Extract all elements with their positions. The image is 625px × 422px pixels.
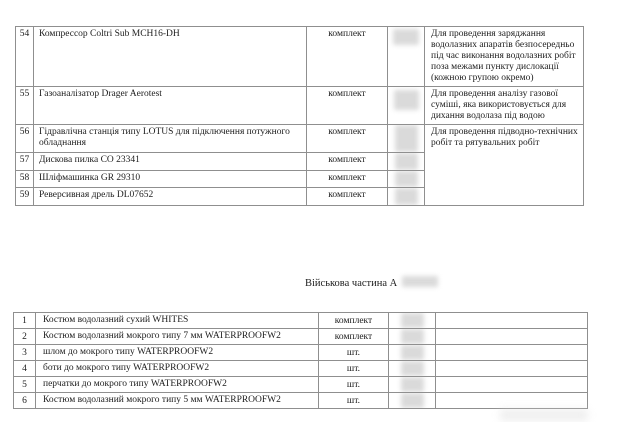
redacted-value bbox=[394, 90, 419, 110]
row-number-cell: 55 bbox=[16, 87, 34, 125]
unit-cell: шт. bbox=[319, 361, 389, 377]
note-cell bbox=[436, 329, 588, 345]
unit-cell: комплект bbox=[319, 313, 389, 329]
unit-cell: шт. bbox=[319, 393, 389, 409]
item-name-cell: перчатки до мокрого типу WATERPROOFW2 bbox=[36, 377, 319, 393]
unit-cell: комплект bbox=[307, 153, 388, 171]
table-row bbox=[14, 313, 588, 329]
note-cell bbox=[436, 345, 588, 361]
unit-cell: шт. bbox=[319, 345, 389, 361]
item-name-cell: Шліфмашинка GR 29310 bbox=[34, 171, 307, 188]
redacted-value bbox=[401, 329, 424, 344]
unit-cell: комплект bbox=[307, 171, 388, 188]
row-number-cell: 54 bbox=[16, 27, 34, 87]
row-number-cell: 5 bbox=[14, 377, 36, 393]
redacted-value bbox=[401, 361, 424, 376]
unit-cell: шт. bbox=[319, 377, 389, 393]
item-name-cell: Дискова пилка CO 23341 bbox=[34, 153, 307, 171]
row-number-cell: 3 bbox=[14, 345, 36, 361]
table-row bbox=[14, 377, 588, 393]
note-cell bbox=[436, 361, 588, 377]
item-name-cell: Компрессор Coltri Sub MCH16-DH bbox=[34, 27, 307, 87]
table-row bbox=[16, 27, 584, 87]
quantity-cell bbox=[389, 313, 436, 329]
note-cell bbox=[436, 313, 588, 329]
table-row bbox=[14, 329, 588, 345]
quantity-cell bbox=[389, 329, 436, 345]
item-name-cell: боти до мокрого типу WATERPROOFW2 bbox=[36, 361, 319, 377]
quantity-cell bbox=[388, 153, 425, 171]
table-row bbox=[14, 393, 588, 409]
quantity-cell bbox=[388, 171, 425, 188]
unit-cell: комплект bbox=[307, 188, 388, 206]
item-name-cell: Гідравлічна станція типу LOTUS для підключення потужного обладнання bbox=[34, 125, 307, 153]
item-name-cell: Костюм водолазний мокрого типу 7 мм WATERPROOFW2 bbox=[36, 329, 319, 345]
note-cell bbox=[436, 393, 588, 409]
quantity-cell bbox=[388, 188, 425, 206]
row-number-cell: 2 bbox=[14, 329, 36, 345]
item-name-cell: Реверсивная дрель DL07652 bbox=[34, 188, 307, 206]
row-number-cell: 6 bbox=[14, 393, 36, 409]
row-number-cell: 56 bbox=[16, 125, 34, 153]
quantity-cell bbox=[389, 393, 436, 409]
item-name-cell: Костюм водолазний мокрого типу 5 мм WATERPROOFW2 bbox=[36, 393, 319, 409]
section-heading-text: Військова частина А bbox=[305, 278, 398, 289]
table-row bbox=[14, 361, 588, 377]
note-cell: Для проведення заряджання водолазних апаратів безпосередньо під час виконання водолазних робіт поза межами пункту дислокації (кожною групою окремо) bbox=[425, 27, 584, 87]
redacted-value bbox=[395, 188, 418, 205]
quantity-cell bbox=[388, 125, 425, 153]
quantity-cell bbox=[389, 377, 436, 393]
table-row bbox=[16, 125, 584, 153]
redacted-value bbox=[395, 171, 418, 187]
redacted-value bbox=[401, 345, 424, 360]
item-name-cell: шлом до мокрого типу WATERPROOFW2 bbox=[36, 345, 319, 361]
quantity-cell bbox=[389, 361, 436, 377]
quantity-cell bbox=[388, 27, 425, 87]
row-number-cell: 57 bbox=[16, 153, 34, 171]
redacted-value bbox=[401, 313, 424, 328]
table-row bbox=[16, 87, 584, 125]
redacted-value bbox=[401, 393, 424, 408]
unit-cell: комплект bbox=[307, 87, 388, 125]
unit-cell: комплект bbox=[319, 329, 389, 345]
equipment-table-top bbox=[15, 26, 584, 206]
quantity-cell bbox=[389, 345, 436, 361]
row-number-cell: 58 bbox=[16, 171, 34, 188]
redacted-value bbox=[395, 153, 418, 170]
note-cell: Для проведення підводно-технічних робіт та рятувальних робіт bbox=[425, 125, 584, 206]
redacted-value bbox=[402, 276, 438, 287]
unit-cell: комплект bbox=[307, 125, 388, 153]
item-name-cell: Костюм водолазний сухий WHITES bbox=[36, 313, 319, 329]
section-heading bbox=[305, 276, 438, 289]
row-number-cell: 1 bbox=[14, 313, 36, 329]
note-cell: Для проведення аналізу газової суміші, яка використовується для дихання водолаза під водою bbox=[425, 87, 584, 125]
unit-cell: комплект bbox=[307, 27, 388, 87]
note-cell bbox=[436, 377, 588, 393]
quantity-cell bbox=[388, 87, 425, 125]
redacted-value bbox=[401, 377, 424, 392]
row-number-cell: 59 bbox=[16, 188, 34, 206]
redacted-value bbox=[395, 125, 418, 152]
table-row bbox=[14, 345, 588, 361]
corner-smudge bbox=[500, 409, 588, 421]
equipment-table-bottom bbox=[13, 312, 588, 409]
row-number-cell: 4 bbox=[14, 361, 36, 377]
item-name-cell: Газоаналізатор Drager Aerotest bbox=[34, 87, 307, 125]
redacted-value bbox=[393, 29, 419, 45]
